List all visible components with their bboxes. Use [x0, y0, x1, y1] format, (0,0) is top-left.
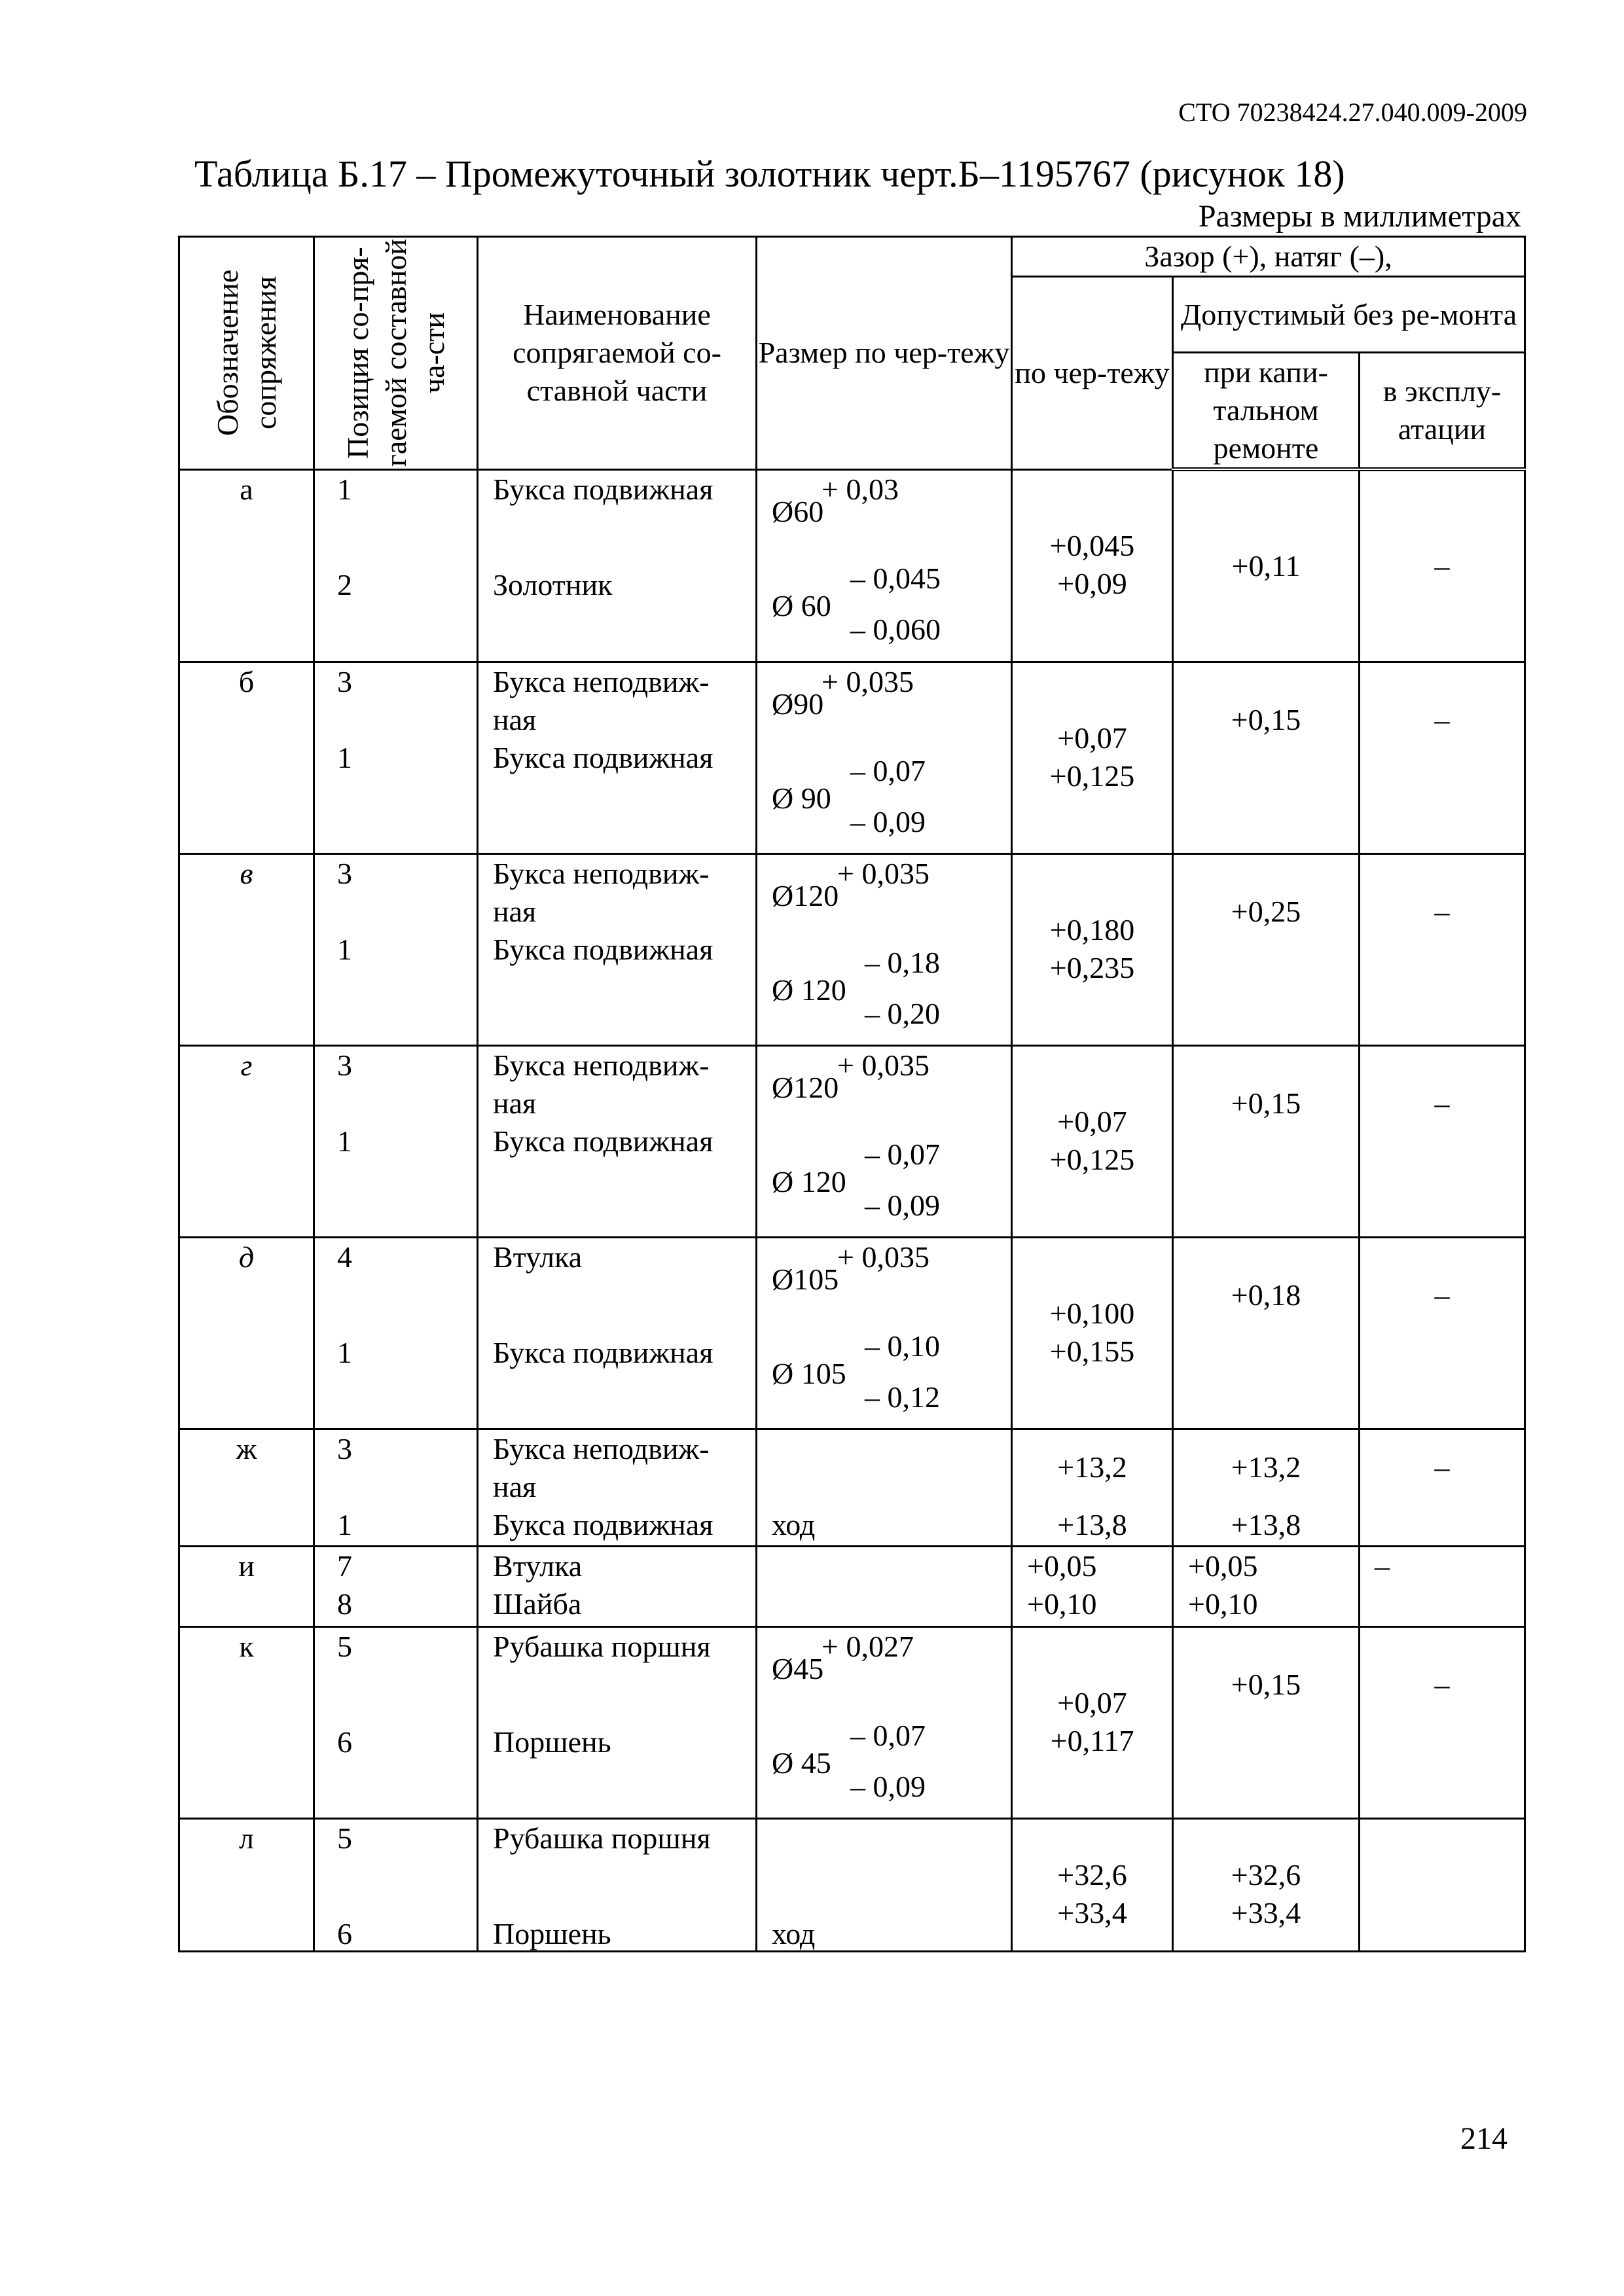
- gap-value: +32,6: [1057, 1858, 1127, 1892]
- upper-deviation: + 0,035: [837, 1240, 929, 1274]
- position-number: 1: [337, 472, 352, 506]
- part-name: ная: [493, 1470, 537, 1503]
- gap-value: +0,100: [1049, 1297, 1135, 1330]
- part-name: ная: [493, 1086, 537, 1120]
- fit-code-label: и: [238, 1549, 255, 1583]
- overhaul-cell: [1173, 662, 1360, 854]
- gap-value: +0,07: [1057, 1105, 1127, 1138]
- part-name: Букса подвижная: [493, 741, 713, 774]
- upper-deviation: – 0,07: [865, 1138, 940, 1171]
- table-row: [179, 1547, 1525, 1627]
- gap-drawing-cell: [1012, 1046, 1173, 1238]
- overhaul-cell: [1173, 1547, 1360, 1627]
- upper-deviation: – 0,18: [865, 946, 940, 979]
- position-number: 5: [337, 1821, 352, 1855]
- part-name-cell: [478, 1547, 757, 1627]
- overhaul-value: +0,11: [1231, 549, 1301, 583]
- drawing-size-cell: [757, 1046, 1012, 1238]
- lower-deviation: – 0,09: [850, 1770, 926, 1803]
- gap-drawing-cell: [1012, 1627, 1173, 1819]
- diameter-value: Ø 60: [772, 588, 831, 622]
- lower-deviation: – 0,060: [850, 612, 941, 646]
- overhaul-value: +0,18: [1231, 1278, 1301, 1312]
- fit-code-label: в: [240, 857, 253, 890]
- overhaul-value: +0,15: [1231, 1086, 1301, 1120]
- part-name-cell: [478, 1627, 757, 1819]
- operation-cell: [1360, 1238, 1525, 1429]
- part-name-cell: [478, 854, 757, 1046]
- part-name-cell: [478, 662, 757, 854]
- fit-code-label: а: [240, 472, 253, 506]
- page-number: 214: [1460, 2121, 1507, 2156]
- position-number: 3: [337, 1432, 352, 1465]
- gap-value: +0,05: [1027, 1549, 1097, 1583]
- overhaul-cell: [1173, 469, 1360, 662]
- operation-value: –: [1434, 1086, 1450, 1120]
- position-cell: [314, 854, 478, 1046]
- operation-value: –: [1434, 1278, 1450, 1312]
- fit-code: [179, 469, 314, 662]
- fit-code: [179, 1429, 314, 1547]
- header-part-name: Наименование сопрягаемой со-ставной части: [478, 237, 757, 470]
- gap-drawing-cell: [1012, 662, 1173, 854]
- position-cell: [314, 1429, 478, 1547]
- fit-code: [179, 1819, 314, 1952]
- part-name: Букса подвижная: [493, 1336, 713, 1369]
- fit-code-label: г: [240, 1049, 253, 1082]
- lower-deviation: – 0,20: [865, 997, 940, 1030]
- part-name: Втулка: [493, 1240, 583, 1274]
- gap-drawing-cell: [1012, 1429, 1173, 1547]
- overhaul-cell: [1173, 1046, 1360, 1238]
- table-row: [179, 469, 1525, 662]
- part-name: Букса неподвиж-: [493, 1049, 710, 1082]
- gap-drawing-cell: [1012, 1238, 1173, 1429]
- diameter-value: Ø105: [772, 1263, 839, 1296]
- fit-code: [179, 1627, 314, 1819]
- table-row: [179, 662, 1525, 854]
- part-name: Букса неподвиж-: [493, 1432, 710, 1465]
- overhaul-value: +0,25: [1231, 895, 1301, 928]
- gap-value: +0,155: [1049, 1335, 1135, 1368]
- diameter-value: Ø 105: [772, 1357, 846, 1390]
- drawing-size-cell: [757, 1429, 1012, 1547]
- operation-value: –: [1434, 549, 1450, 583]
- overhaul-cell: [1173, 1627, 1360, 1819]
- part-name: ная: [493, 895, 537, 928]
- upper-deviation: – 0,045: [850, 561, 941, 595]
- operation-cell: [1360, 662, 1525, 854]
- position-number: 4: [337, 1240, 352, 1274]
- overhaul-cell: [1173, 1238, 1360, 1429]
- table-row: [179, 854, 1525, 1046]
- table-row: [179, 1819, 1525, 1952]
- part-name: Поршень: [493, 1725, 611, 1759]
- drawing-size-cell: [757, 1627, 1012, 1819]
- part-name: Рубашка поршня: [493, 1630, 711, 1663]
- overhaul-value: +0,05: [1188, 1549, 1258, 1583]
- diameter-value: Ø 90: [772, 781, 831, 815]
- gap-value: +0,125: [1049, 1143, 1135, 1176]
- upper-deviation: + 0,035: [837, 1049, 929, 1082]
- part-name: Букса неподвиж-: [493, 665, 710, 698]
- part-name: Рубашка поршня: [493, 1821, 711, 1855]
- overhaul-value: +0,15: [1231, 1668, 1301, 1701]
- part-name-cell: [478, 1819, 757, 1952]
- fit-code: [179, 854, 314, 1046]
- gap-value: +0,10: [1027, 1587, 1097, 1621]
- diameter-value: Ø45: [772, 1652, 824, 1685]
- position-number: 3: [337, 1049, 352, 1082]
- table-title: Таблица Б.17 – Промежуточный золотник черт.Б–1195767 (рисунок 18): [194, 152, 1345, 195]
- part-name-cell: [478, 1238, 757, 1429]
- gap-value: +13,2: [1057, 1450, 1127, 1484]
- diameter-value: Ø90: [772, 687, 824, 721]
- operation-value: –: [1434, 703, 1450, 736]
- position-cell: [314, 1547, 478, 1627]
- operation-value: –: [1434, 1668, 1450, 1701]
- position-cell: [314, 1046, 478, 1238]
- part-name: Золотник: [493, 567, 613, 601]
- drawing-size-cell: [757, 1547, 1012, 1627]
- operation-cell: [1360, 469, 1525, 662]
- position-number: 1: [337, 1124, 352, 1158]
- fit-code: [179, 1547, 314, 1627]
- upper-deviation: + 0,035: [821, 665, 914, 698]
- diameter-value: Ø 120: [772, 1165, 846, 1198]
- overhaul-value: +32,6: [1231, 1858, 1301, 1892]
- part-name: Втулка: [493, 1549, 583, 1583]
- position-number: 1: [337, 741, 352, 774]
- table-row: [179, 1429, 1525, 1547]
- position-number: 7: [337, 1549, 352, 1583]
- header-allowed-group: Допустимый без ре-монта: [1173, 277, 1525, 353]
- table-row: [179, 1627, 1525, 1819]
- position-cell: [314, 662, 478, 854]
- part-name: Букса подвижная: [493, 1508, 713, 1541]
- position-cell: [314, 469, 478, 662]
- part-name: ная: [493, 703, 537, 736]
- operation-cell: [1360, 854, 1525, 1046]
- gap-value: +0,07: [1057, 1686, 1127, 1719]
- gap-drawing-cell: [1012, 1819, 1173, 1952]
- position-cell: [314, 1819, 478, 1952]
- gap-drawing-cell: [1012, 469, 1173, 662]
- overhaul-value: +0,10: [1188, 1587, 1258, 1621]
- gap-value: +0,180: [1049, 913, 1135, 946]
- overhaul-cell: [1173, 854, 1360, 1046]
- fit-code: [179, 662, 314, 854]
- gap-drawing-cell: [1012, 854, 1173, 1046]
- header-position: Позиция со-прягаемой составной ча-сти: [314, 237, 478, 470]
- position-number: 6: [337, 1917, 352, 1950]
- drawing-size-cell: [757, 1819, 1012, 1952]
- position-number: 6: [337, 1725, 352, 1759]
- operation-cell: [1360, 1046, 1525, 1238]
- position-number: 1: [337, 933, 352, 966]
- header-code: Обозначение сопряжения: [179, 237, 314, 470]
- position-number: 1: [337, 1508, 352, 1541]
- part-name: Букса подвижная: [493, 472, 713, 506]
- position-cell: [314, 1238, 478, 1429]
- position-number: 2: [337, 567, 352, 601]
- header-allowed-operation: в эксплу-атации: [1360, 353, 1525, 470]
- diameter-value: Ø 120: [772, 973, 846, 1007]
- diameter-value: Ø120: [772, 879, 839, 912]
- part-name: Шайба: [493, 1587, 582, 1621]
- table-row: [179, 1238, 1525, 1429]
- overhaul-value: +13,2: [1231, 1450, 1301, 1484]
- overhaul-value: +33,4: [1231, 1896, 1301, 1929]
- gap-value: +0,117: [1050, 1724, 1134, 1757]
- spool-fits-table: [178, 236, 1526, 1952]
- header-gap-drawing: по чер-тежу: [1012, 277, 1173, 470]
- operation-cell: [1360, 1429, 1525, 1547]
- position-number: 3: [337, 857, 352, 890]
- position-number: 1: [337, 1336, 352, 1369]
- diameter-value: Ø60: [772, 494, 824, 528]
- gap-drawing-cell: [1012, 1547, 1173, 1627]
- fit-code-label: ж: [236, 1432, 257, 1465]
- fit-code-label: к: [239, 1630, 254, 1663]
- lower-deviation: – 0,09: [865, 1189, 940, 1222]
- overhaul-value: +0,15: [1231, 703, 1301, 736]
- part-name-cell: [478, 1429, 757, 1547]
- upper-deviation: – 0,10: [865, 1329, 940, 1363]
- part-name: Букса подвижная: [493, 933, 713, 966]
- header-drawing-size: Размер по чер-тежу: [757, 237, 1012, 470]
- header-gap-group: Зазор (+), натяг (–),: [1012, 237, 1525, 277]
- position-number: 3: [337, 665, 352, 698]
- gap-value: +33,4: [1057, 1896, 1127, 1929]
- upper-deviation: – 0,07: [850, 754, 926, 787]
- fit-code: [179, 1238, 314, 1429]
- overhaul-cell: [1173, 1819, 1360, 1952]
- upper-deviation: – 0,07: [850, 1719, 926, 1752]
- operation-value: –: [1434, 895, 1450, 928]
- upper-deviation: + 0,03: [821, 472, 899, 506]
- size-note: ход: [772, 1508, 816, 1541]
- operation-cell: [1360, 1819, 1525, 1952]
- upper-deviation: + 0,027: [821, 1630, 914, 1663]
- lower-deviation: – 0,09: [850, 805, 926, 838]
- header-allowed-overhaul: при капи-тальном ремонте: [1173, 353, 1360, 470]
- size-note: ход: [772, 1917, 816, 1950]
- table-row: [179, 1046, 1525, 1238]
- part-name-cell: [478, 469, 757, 662]
- units-note: Размеры в миллиметрах: [1198, 199, 1521, 234]
- part-name-cell: [478, 1046, 757, 1238]
- operation-cell: [1360, 1627, 1525, 1819]
- lower-deviation: – 0,12: [865, 1380, 940, 1414]
- diameter-value: Ø 45: [772, 1746, 831, 1780]
- drawing-size-cell: [757, 1238, 1012, 1429]
- upper-deviation: + 0,035: [837, 857, 929, 890]
- gap-value: +0,045: [1049, 528, 1135, 562]
- drawing-size-cell: [757, 469, 1012, 662]
- diameter-value: Ø120: [772, 1071, 839, 1104]
- gap-value: +0,09: [1057, 566, 1127, 600]
- operation-cell: [1360, 1547, 1525, 1627]
- part-name: Букса подвижная: [493, 1124, 713, 1158]
- fit-code: [179, 1046, 314, 1238]
- position-number: 5: [337, 1630, 352, 1663]
- overhaul-value: +13,8: [1231, 1508, 1301, 1541]
- fit-code-label: л: [239, 1821, 254, 1855]
- operation-value: –: [1434, 1450, 1450, 1484]
- part-name: Поршень: [493, 1917, 611, 1950]
- part-name: Букса неподвиж-: [493, 857, 710, 890]
- gap-value: +0,235: [1049, 951, 1135, 984]
- position-cell: [314, 1627, 478, 1819]
- drawing-size-cell: [757, 662, 1012, 854]
- gap-value: +13,8: [1057, 1508, 1127, 1541]
- fit-code-label: б: [238, 665, 255, 698]
- position-number: 8: [337, 1587, 352, 1621]
- drawing-size-cell: [757, 854, 1012, 1046]
- document-code: СТО 70238424.27.040.009-2009: [1178, 98, 1527, 127]
- operation-value: –: [1375, 1549, 1390, 1583]
- overhaul-cell: [1173, 1429, 1360, 1547]
- gap-value: +0,07: [1057, 721, 1127, 755]
- fit-code-label: д: [238, 1240, 255, 1274]
- gap-value: +0,125: [1049, 759, 1135, 793]
